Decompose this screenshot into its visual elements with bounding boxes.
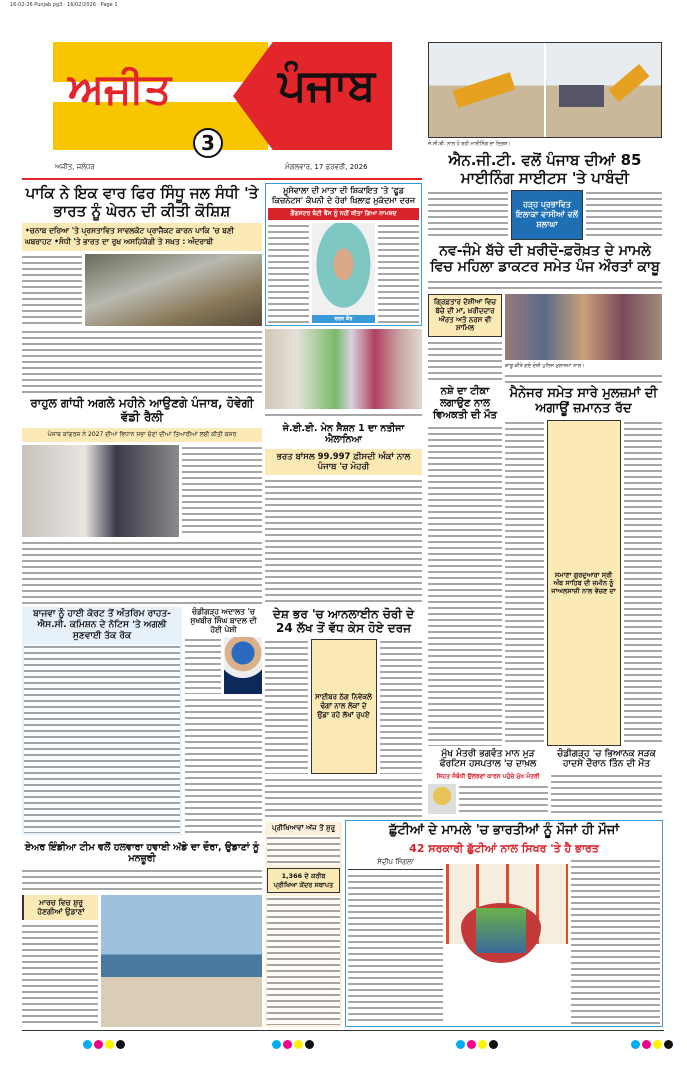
dam-photo bbox=[85, 254, 262, 326]
women-photo bbox=[505, 294, 662, 360]
women-photo-caption: ਕਾਬੂ ਕੀਤੇ ਗਏ ਦੋਸ਼ੀ ਪੁਲਿਸ ਮੁਲਾਜ਼ਮਾਂ ਨਾਲ। bbox=[505, 363, 585, 370]
exams-box: 1,366 ਦੇ ਕਰੀਬ ਪ੍ਰੀਖਿਆ ਕੇਂਦਰ ਸਥਾਪਤ bbox=[267, 868, 340, 892]
holiday-calendar-illustration bbox=[446, 858, 568, 1024]
exams-bg bbox=[265, 822, 342, 1027]
bajwa-headline: ਬਾਜਵਾ ਨੂੰ ਹਾਈ ਕੋਰਟ ਤੋਂ ਅੰਤਰਿਮ ਰਾਹਤ-ਐਸ.ਸੀ. ਕਮਿਸ਼ਨ ਦੇ ਨੋਟਿਸ 'ਤੇ ਅਗਲੀ ਸੁਣਵਾਈ ਤੱਕ ਰੋਕ bbox=[33, 609, 171, 641]
bail-box: ਸਮਾਣਾ ਗੁਰਦੁਆਰਾ ਸ੍ਰੀ ਅੰਬ ਸਾਹਿਬ ਦੀ ਜ਼ਮੀਨ ਨੂੰ ਜਾਅਲਸਾਜ਼ੀ ਨਾਲ ਵੇਚਣ ਦਾ bbox=[547, 420, 621, 746]
holidays-frame bbox=[345, 820, 663, 1027]
holidays-byline: ਸੰਦੀਪ ਸਿੰਗਲਾ bbox=[348, 858, 443, 870]
indus-headline: ਪਾਕਿ ਨੇ ਇਕ ਵਾਰ ਫਿਰ ਸਿੰਧੂ ਜਲ ਸੰਧੀ 'ਤੇ ਭਾਰਤ ਨੂੰ ਘੇਰਨ ਦੀ ਕੀਤੀ ਕੋਸ਼ਿਸ਼ bbox=[25, 184, 259, 220]
mining-photo-caption: ਜੇ.ਸੀ.ਬੀ. ਨਾਲ ਹੋ ਰਹੀ ਮਾਈਨਿੰਗ ਦਾ ਦ੍ਰਿਸ਼। bbox=[428, 141, 511, 147]
exams-headline: ਪ੍ਰੀਖਿਆਵਾਂ ਅੱਜ ਤੋਂ ਸ਼ੁਰੂ bbox=[271, 824, 336, 832]
rahul-photo bbox=[22, 445, 179, 537]
bail-headline: ਮੈਨੇਜਰ ਸਮੇਤ ਸਾਰੇ ਮੁਲਜ਼ਮਾਂ ਦੀ ਅਗਾਊਂ ਜ਼ਮਾਨਤ ਰੱਦ bbox=[509, 385, 658, 417]
indus-subhead: •ਚਨਾਬ ਦਰਿਆ 'ਤੇ ਪ੍ਰਸਤਾਵਿਤ ਸਾਵਲਕੋਟ ਪ੍ਰਾਜੈਕਟ ਕਾਰਨ ਪਾਕਿ 'ਚ ਬਣੀ ਘਬਰਾਹਟ •ਸੰਧੀ 'ਤੇ ਭਾਰਤ ਦਾ ਰੁਖ਼ ਅਸਹਿਯੋਗੀ ਤੇ ਸਖ਼ਤ : ਅੰਦਰਾਬੀ bbox=[22, 223, 262, 251]
masthead-right-word: ਪੰਜਾਬ bbox=[278, 60, 376, 111]
masthead bbox=[53, 42, 392, 150]
charan-kaur-portrait bbox=[312, 223, 375, 315]
airport-photo bbox=[101, 895, 262, 1027]
sukhbir-headline: ਚੰਡੀਗੜ੍ਹ ਅਦਾਲਤ 'ਚ ਸੁਖਬੀਰ ਸਿੰਘ ਬਾਦਲ ਦੀ ਹੋਈ ਪੇਸ਼ੀ bbox=[190, 607, 257, 634]
newborn-headline: ਨਵ-ਜੰਮੇ ਬੱਚੇ ਦੀ ਖ਼ਰੀਦੋ-ਫ਼ਰੋਖ਼ਤ ਦੇ ਮਾਮਲੇ ਵਿਚ ਮਹਿਲਾ ਡਾਕਟਰ ਸਮੇਤ ਪੰਜ ਔਰਤਾਂ ਕਾਬੂ bbox=[430, 242, 660, 276]
cm-portrait bbox=[428, 784, 456, 814]
holidays-subhead: 42 ਸਰਕਾਰੀ ਛੁੱਟੀਆਂ ਨਾਲ ਸਿਖਰ 'ਤੇ ਹੈ ਭਾਰਤ bbox=[409, 841, 599, 855]
cm-headline: ਮੁੱਖ ਮੰਤਰੀ ਭਗਵੰਤ ਮਾਨ ਮੁੜ ਫੋਰਟਿਸ ਹਸਪਤਾਲ 'ਚ ਦਾਖ਼ਲ bbox=[439, 748, 537, 770]
cyber-box: ਸਾਈਬਰ ਠੱਗ ਨਿਵੇਕਲੇ ਢੰਗਾਂ ਨਾਲ ਲੋਕਾਂ ਦੇ ਉਡਾ ਰਹੇ ਲੱਖਾਂ ਰੁਪਏ bbox=[311, 639, 377, 774]
moosewala-frame bbox=[265, 183, 422, 326]
color-registration-strip bbox=[83, 1034, 673, 1044]
sukhbir-portrait bbox=[224, 637, 262, 694]
ngt-headline: ਐਨ.ਜੀ.ਟੀ. ਵਲੋਂ ਪੰਜਾਬ ਦੀਆਂ 85 ਮਾਈਨਿੰਗ ਸਾਈਟਸ 'ਤੇ ਪਾਬੰਦੀ bbox=[448, 150, 642, 187]
moosewala-headline: ਮੂਸੇਵਾਲਾ ਦੀ ਮਾਤਾ ਦੀ ਸ਼ਿਕਾਇਤ 'ਤੇ 'ਫੂਡ ਕਿਚਨੇਟਸ' ਕੰਪਨੀ ਦੇ ਹੋਰਾਂ ਖ਼ਿਲਾਫ਼ ਮੁਕੱਦਮਾ ਦਰਜ bbox=[271, 186, 416, 205]
accident-headline: ਚੰਡੀਗੜ੍ਹ 'ਚ ਭਿਆਨਕ ਸੜਕ ਹਾਦਸੇ ਦੌਰਾਨ ਤਿੰਨ ਦੀ ਮੌਤ bbox=[557, 748, 656, 770]
masthead-left-word: ਅਜੀਤ bbox=[68, 64, 172, 113]
ngt-box: ਹੜ੍ਹ ਪ੍ਰਭਾਵਿਤ ਇਲਾਕਾ ਵਾਸੀਆਂ ਵਲੋਂ ਸ਼ਲਾਘਾ bbox=[511, 190, 583, 240]
mining-photo bbox=[428, 42, 662, 138]
drug-headline: ਨਸ਼ੇ ਦਾ ਟੀਕਾ ਲਗਾਉਣ ਨਾਲ ਵਿਅਕਤੀ ਦੀ ਮੌਤ bbox=[433, 385, 497, 421]
bajwa-bg bbox=[22, 607, 182, 835]
jee-box: ਭਰਤ ਬਾਂਸਲ 99.997 ਫ਼ੀਸਦੀ ਅੰਕਾਂ ਨਾਲ ਪੰਜਾਬ 'ਚ ਮੋਹਰੀ bbox=[265, 449, 422, 475]
page-number: 3 bbox=[193, 128, 223, 158]
rahul-headline: ਰਾਹੁਲ ਗਾਂਧੀ ਅਗਲੇ ਮਹੀਨੇ ਆਉਣਗੇ ਪੰਜਾਬ, ਹੋਵੇਗੀ ਵੱਡੀ ਰੈਲੀ bbox=[30, 395, 254, 425]
jee-headline: ਜੇ.ਈ.ਈ. ਮੇਨ ਸੈਸ਼ਨ 1 ਦਾ ਨਤੀਜਾ ਐਲਾਨਿਆ bbox=[282, 422, 405, 446]
moosewala-redbar: ਗੈਂਗਸਟਰ ਬੰਟੀ ਬੈਂਸ ਨੂੰ ਨਹੀਂ ਕੀਤਾ ਗਿਆ ਨਾਮਜ਼ਦ bbox=[268, 208, 419, 220]
airindia-box: ਮਾਰਚ ਵਿਚ ਸ਼ੁਰੂ ਹੋਣਗੀਆਂ ਉਡਾਣਾਂ bbox=[22, 895, 98, 920]
print-slug: 16-02-26 Punjab pg3 · 16/02/2026 · Page 1 bbox=[10, 2, 118, 8]
cm-redline: ਸਿਹਤ ਸੰਬੰਧੀ ਉਲਝਣਾਂ ਕਾਰਨ ਪਹੁੰਚੇ ਮੁੱਖ ਮੰਤਰੀ bbox=[436, 773, 540, 781]
holidays-headline: ਛੁੱਟੀਆਂ ਦੇ ਮਾਮਲੇ 'ਚ ਭਾਰਤੀਆਂ ਨੂੰ ਮੌਜਾਂ ਹੀ ਮੌਜਾਂ bbox=[388, 823, 620, 838]
group-photo bbox=[265, 329, 422, 409]
airindia-headline: ਏਅਰ ਇੰਡੀਆ ਟੀਮ ਵਲੋਂ ਹਲਵਾਰਾ ਹਵਾਈ ਅੱਡੇ ਦਾ ਦੌਰਾ, ਉਡਾਣਾਂ ਨੂੰ ਮਨਜ਼ੂਰੀ bbox=[24, 842, 260, 865]
edition: ਅਜੀਤ, ਜਲੰਧਰ bbox=[55, 163, 95, 171]
date: ਮੰਗਲਵਾਰ, 17 ਫ਼ਰਵਰੀ, 2026 bbox=[285, 163, 368, 171]
newborn-box: ਗ੍ਰਿਫ਼ਤਾਰ ਦੋਸ਼ੀਆਂ ਵਿਚ ਬੱਚੇ ਦੀ ਮਾਂ, ਖ਼ਰੀਦਦਾਰ ਔਰਤ ਅਤੇ ਨਰਸ ਵੀ ਸ਼ਾਮਿਲ bbox=[428, 294, 502, 337]
cyber-headline: ਦੇਸ਼ ਭਰ 'ਚ ਆਨਲਾਈਨ ਚੋਰੀ ਦੇ 24 ਲੱਖ ਤੋਂ ਵੱਧ ਕੇਸ ਹੋਏ ਦਰਜ bbox=[272, 607, 415, 636]
charan-kaur-caption: ਚਰਨ ਕੌਰ bbox=[312, 315, 375, 323]
divider bbox=[22, 178, 422, 180]
rahul-subbar: ਪੰਜਾਬ ਕਾਂਗਰਸ ਨੇ 2027 ਦੀਆਂ ਵਿਧਾਨ ਸਭਾ ਚੋਣਾਂ ਦੀਆਂ ਤਿਆਰੀਆਂ ਲਈ ਕੀਤੀ ਕਸਰ bbox=[22, 428, 262, 442]
